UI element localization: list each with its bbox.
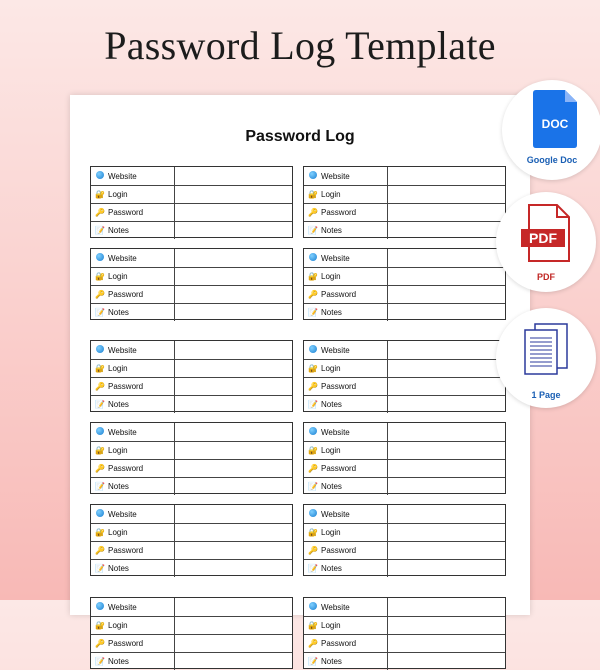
notes-label-cell xyxy=(304,653,388,670)
website-value-cell[interactable] xyxy=(175,167,292,185)
page-count-badge xyxy=(496,308,596,408)
password-row xyxy=(91,377,292,395)
memo-icon: 📝 xyxy=(95,307,105,317)
login-label: Login xyxy=(108,272,128,281)
login-label-cell xyxy=(304,360,388,377)
notes-label-cell xyxy=(91,560,175,577)
notes-row xyxy=(91,477,292,495)
password-row xyxy=(91,285,292,303)
notes-row xyxy=(304,303,505,321)
key-icon: 🔑 xyxy=(308,545,318,555)
notes-row xyxy=(91,559,292,577)
password-label: Password xyxy=(108,546,144,555)
website-row xyxy=(91,249,292,267)
website-value-cell[interactable] xyxy=(388,505,505,523)
globe-icon xyxy=(95,602,105,612)
notes-label: Notes xyxy=(108,308,129,317)
login-label-cell xyxy=(304,268,388,285)
notes-label: Notes xyxy=(108,400,129,409)
login-label: Login xyxy=(321,190,341,199)
website-label-cell xyxy=(304,423,388,441)
website-row xyxy=(91,598,292,616)
login-row xyxy=(91,616,292,634)
login-label: Login xyxy=(108,528,128,537)
website-row xyxy=(304,249,505,267)
login-label-cell xyxy=(91,268,175,285)
password-entry-block xyxy=(90,504,293,576)
website-label: Website xyxy=(108,509,137,519)
key-icon: 🔑 xyxy=(308,381,318,391)
password-label: Password xyxy=(108,208,144,217)
password-value-cell[interactable] xyxy=(175,286,292,303)
website-value-cell[interactable] xyxy=(175,341,292,359)
website-label-cell xyxy=(91,505,175,523)
notes-label: Notes xyxy=(321,657,342,666)
website-row xyxy=(304,167,505,185)
password-label: Password xyxy=(108,464,144,473)
website-label: Website xyxy=(108,171,137,181)
login-label: Login xyxy=(321,528,341,537)
website-row xyxy=(304,598,505,616)
login-value-cell[interactable] xyxy=(388,268,505,285)
memo-icon: 📝 xyxy=(95,481,105,491)
login-label: Login xyxy=(321,621,341,630)
memo-icon: 📝 xyxy=(95,399,105,409)
lock-key-icon: 🔐 xyxy=(95,271,105,281)
login-label: Login xyxy=(108,621,128,630)
login-value-cell[interactable] xyxy=(388,360,505,377)
password-log-sheet xyxy=(70,95,530,666)
notes-label-cell xyxy=(91,222,175,239)
website-label: Website xyxy=(321,253,350,263)
memo-icon: 📝 xyxy=(308,399,318,409)
login-label-cell xyxy=(91,360,175,377)
password-label-cell xyxy=(304,635,388,652)
login-label: Login xyxy=(108,364,128,373)
website-value-cell[interactable] xyxy=(175,249,292,267)
login-value-cell[interactable] xyxy=(175,186,292,203)
website-label-cell xyxy=(304,341,388,359)
notes-label: Notes xyxy=(321,400,342,409)
password-entry-block xyxy=(90,248,293,320)
notes-label-cell xyxy=(91,478,175,495)
login-label-cell xyxy=(304,524,388,541)
login-row xyxy=(91,267,292,285)
lock-key-icon: 🔐 xyxy=(308,527,318,537)
notes-label: Notes xyxy=(321,308,342,317)
password-label: Password xyxy=(321,546,357,555)
notes-row xyxy=(91,303,292,321)
globe-icon xyxy=(95,171,105,181)
password-row xyxy=(304,203,505,221)
notes-row xyxy=(304,221,505,239)
globe-icon xyxy=(95,427,105,437)
website-label: Website xyxy=(321,345,350,355)
login-row xyxy=(91,359,292,377)
globe-icon xyxy=(308,171,318,181)
login-row xyxy=(304,185,505,203)
password-label-cell xyxy=(91,204,175,221)
notes-label-cell xyxy=(304,478,388,495)
login-label: Login xyxy=(321,446,341,455)
password-row xyxy=(91,203,292,221)
google-doc-caption: Google Doc xyxy=(526,155,578,165)
website-label-cell xyxy=(304,167,388,185)
website-label: Website xyxy=(108,602,137,612)
lock-key-icon: 🔐 xyxy=(308,363,318,373)
password-entry-block xyxy=(303,166,506,238)
key-icon: 🔑 xyxy=(95,545,105,555)
login-label: Login xyxy=(108,446,128,455)
password-entry-block xyxy=(303,504,506,576)
password-label: Password xyxy=(321,208,357,217)
password-entry-block xyxy=(90,340,293,412)
notes-label-cell xyxy=(91,396,175,413)
page-count-caption: 1 Page xyxy=(531,390,561,400)
memo-icon: 📝 xyxy=(308,563,318,573)
password-value-cell[interactable] xyxy=(175,460,292,477)
password-row xyxy=(91,541,292,559)
notes-value-cell[interactable] xyxy=(388,560,505,577)
notes-label-cell xyxy=(91,304,175,321)
password-row xyxy=(304,285,505,303)
memo-icon: 📝 xyxy=(308,307,318,317)
notes-label: Notes xyxy=(321,564,342,573)
login-value-cell[interactable] xyxy=(388,442,505,459)
login-row xyxy=(304,267,505,285)
password-label: Password xyxy=(321,382,357,391)
website-label-cell xyxy=(304,598,388,616)
key-icon: 🔑 xyxy=(95,638,105,648)
notes-label: Notes xyxy=(321,482,342,491)
login-label-cell xyxy=(91,442,175,459)
globe-icon xyxy=(308,427,318,437)
memo-icon: 📝 xyxy=(308,656,318,666)
login-value-cell[interactable] xyxy=(388,617,505,634)
login-row xyxy=(91,441,292,459)
password-row xyxy=(91,634,292,652)
password-value-cell[interactable] xyxy=(388,286,505,303)
key-icon: 🔑 xyxy=(95,463,105,473)
password-row xyxy=(304,459,505,477)
website-label-cell xyxy=(304,505,388,523)
website-label-cell xyxy=(91,341,175,359)
login-label-cell xyxy=(91,186,175,203)
lock-key-icon: 🔐 xyxy=(95,445,105,455)
password-entry-block xyxy=(303,248,506,320)
website-row xyxy=(304,423,505,441)
memo-icon: 📝 xyxy=(95,225,105,235)
lock-key-icon: 🔐 xyxy=(95,527,105,537)
password-value-cell[interactable] xyxy=(175,204,292,221)
website-value-cell[interactable] xyxy=(388,423,505,441)
password-label: Password xyxy=(108,290,144,299)
lock-key-icon: 🔐 xyxy=(95,620,105,630)
notes-label-cell xyxy=(304,560,388,577)
sheet-title: Password Log xyxy=(245,128,355,145)
password-label-cell xyxy=(304,378,388,395)
password-entry-block xyxy=(90,166,293,238)
password-label-cell xyxy=(91,542,175,559)
login-row xyxy=(91,185,292,203)
password-label: Password xyxy=(321,464,357,473)
notes-label: Notes xyxy=(108,226,129,235)
website-label: Website xyxy=(321,602,350,612)
notes-label: Notes xyxy=(321,226,342,235)
notes-value-cell[interactable] xyxy=(388,478,505,495)
pdf-glyph: PDF xyxy=(529,230,557,246)
password-label-cell xyxy=(304,204,388,221)
notes-row xyxy=(304,652,505,670)
doc-file-icon xyxy=(533,90,577,148)
notes-value-cell[interactable] xyxy=(175,222,292,239)
password-value-cell[interactable] xyxy=(388,378,505,395)
website-row xyxy=(91,423,292,441)
lock-key-icon: 🔐 xyxy=(308,189,318,199)
login-value-cell[interactable] xyxy=(388,186,505,203)
password-value-cell[interactable] xyxy=(175,542,292,559)
notes-label: Notes xyxy=(108,564,129,573)
notes-value-cell[interactable] xyxy=(175,560,292,577)
website-label-cell xyxy=(91,249,175,267)
login-value-cell[interactable] xyxy=(175,268,292,285)
globe-icon xyxy=(308,345,318,355)
google-doc-badge xyxy=(502,80,600,180)
password-row xyxy=(304,634,505,652)
notes-value-cell[interactable] xyxy=(175,396,292,413)
password-entry-block xyxy=(303,422,506,494)
globe-icon xyxy=(95,509,105,519)
login-value-cell[interactable] xyxy=(175,617,292,634)
password-value-cell[interactable] xyxy=(388,635,505,652)
key-icon: 🔑 xyxy=(308,289,318,299)
password-row xyxy=(91,459,292,477)
website-label: Website xyxy=(108,427,137,437)
notes-label: Notes xyxy=(108,482,129,491)
notes-value-cell[interactable] xyxy=(388,396,505,413)
lock-key-icon: 🔐 xyxy=(308,445,318,455)
password-entry-block xyxy=(303,597,506,669)
globe-icon xyxy=(95,345,105,355)
login-row xyxy=(304,441,505,459)
website-label-cell xyxy=(91,423,175,441)
password-value-cell[interactable] xyxy=(175,378,292,395)
website-label-cell xyxy=(91,598,175,616)
notes-row xyxy=(91,221,292,239)
password-value-cell[interactable] xyxy=(388,542,505,559)
website-label: Website xyxy=(321,171,350,181)
login-label-cell xyxy=(304,186,388,203)
password-label-cell xyxy=(91,460,175,477)
notes-value-cell[interactable] xyxy=(388,304,505,321)
globe-icon xyxy=(308,602,318,612)
memo-icon: 📝 xyxy=(308,225,318,235)
notes-value-cell[interactable] xyxy=(388,653,505,670)
login-label-cell xyxy=(304,442,388,459)
key-icon: 🔑 xyxy=(95,381,105,391)
password-entry-block xyxy=(90,422,293,494)
website-row xyxy=(91,505,292,523)
lock-key-icon: 🔐 xyxy=(95,363,105,373)
notes-row xyxy=(304,395,505,413)
login-row xyxy=(91,523,292,541)
pdf-file-icon xyxy=(521,204,571,262)
notes-label: Notes xyxy=(108,657,129,666)
memo-icon: 📝 xyxy=(308,481,318,491)
website-label-cell xyxy=(304,249,388,267)
key-icon: 🔑 xyxy=(95,289,105,299)
password-label-cell xyxy=(91,635,175,652)
login-value-cell[interactable] xyxy=(175,524,292,541)
login-label-cell xyxy=(91,524,175,541)
notes-value-cell[interactable] xyxy=(175,653,292,670)
password-label-cell xyxy=(304,542,388,559)
password-value-cell[interactable] xyxy=(175,635,292,652)
notes-row xyxy=(91,395,292,413)
login-label: Login xyxy=(321,364,341,373)
login-value-cell[interactable] xyxy=(175,360,292,377)
notes-label-cell xyxy=(304,396,388,413)
website-value-cell[interactable] xyxy=(388,249,505,267)
password-label: Password xyxy=(108,639,144,648)
website-value-cell[interactable] xyxy=(388,167,505,185)
password-label-cell xyxy=(304,460,388,477)
pages-icon xyxy=(521,322,571,378)
website-label: Website xyxy=(321,427,350,437)
website-value-cell[interactable] xyxy=(388,341,505,359)
key-icon: 🔑 xyxy=(308,463,318,473)
password-label: Password xyxy=(108,382,144,391)
password-row xyxy=(304,541,505,559)
login-label-cell xyxy=(304,617,388,634)
key-icon: 🔑 xyxy=(95,207,105,217)
website-label: Website xyxy=(108,253,137,263)
password-row xyxy=(304,377,505,395)
website-label-cell xyxy=(91,167,175,185)
login-label-cell xyxy=(91,617,175,634)
notes-value-cell[interactable] xyxy=(388,222,505,239)
website-row xyxy=(304,341,505,359)
password-label: Password xyxy=(321,290,357,299)
login-value-cell[interactable] xyxy=(175,442,292,459)
key-icon: 🔑 xyxy=(308,638,318,648)
memo-icon: 📝 xyxy=(95,656,105,666)
password-value-cell[interactable] xyxy=(388,204,505,221)
website-value-cell[interactable] xyxy=(175,423,292,441)
password-entry-block xyxy=(303,340,506,412)
globe-icon xyxy=(308,253,318,263)
website-row xyxy=(304,505,505,523)
pdf-badge xyxy=(496,192,596,292)
website-row xyxy=(91,167,292,185)
pdf-caption: PDF xyxy=(537,272,555,282)
login-label: Login xyxy=(321,272,341,281)
notes-label-cell xyxy=(304,222,388,239)
notes-value-cell[interactable] xyxy=(175,478,292,495)
memo-icon: 📝 xyxy=(95,563,105,573)
password-label-cell xyxy=(304,286,388,303)
login-label: Login xyxy=(108,190,128,199)
website-label: Website xyxy=(321,509,350,519)
login-row xyxy=(304,616,505,634)
doc-glyph: DOC xyxy=(541,117,569,131)
notes-label-cell xyxy=(304,304,388,321)
website-label: Website xyxy=(108,345,137,355)
key-icon: 🔑 xyxy=(308,207,318,217)
website-value-cell[interactable] xyxy=(388,598,505,616)
password-entry-block xyxy=(90,597,293,669)
login-row xyxy=(304,359,505,377)
password-label: Password xyxy=(321,639,357,648)
banner-title: Password Log Template xyxy=(104,23,496,68)
login-value-cell[interactable] xyxy=(388,524,505,541)
notes-label-cell xyxy=(91,653,175,670)
lock-key-icon: 🔐 xyxy=(308,620,318,630)
password-label-cell xyxy=(91,286,175,303)
notes-value-cell[interactable] xyxy=(175,304,292,321)
lock-key-icon: 🔐 xyxy=(308,271,318,281)
notes-row xyxy=(304,477,505,495)
lock-key-icon: 🔐 xyxy=(95,189,105,199)
website-value-cell[interactable] xyxy=(175,598,292,616)
login-row xyxy=(304,523,505,541)
globe-icon xyxy=(308,509,318,519)
password-value-cell[interactable] xyxy=(388,460,505,477)
website-value-cell[interactable] xyxy=(175,505,292,523)
notes-row xyxy=(304,559,505,577)
notes-row xyxy=(91,652,292,670)
website-row xyxy=(91,341,292,359)
password-label-cell xyxy=(91,378,175,395)
globe-icon xyxy=(95,253,105,263)
